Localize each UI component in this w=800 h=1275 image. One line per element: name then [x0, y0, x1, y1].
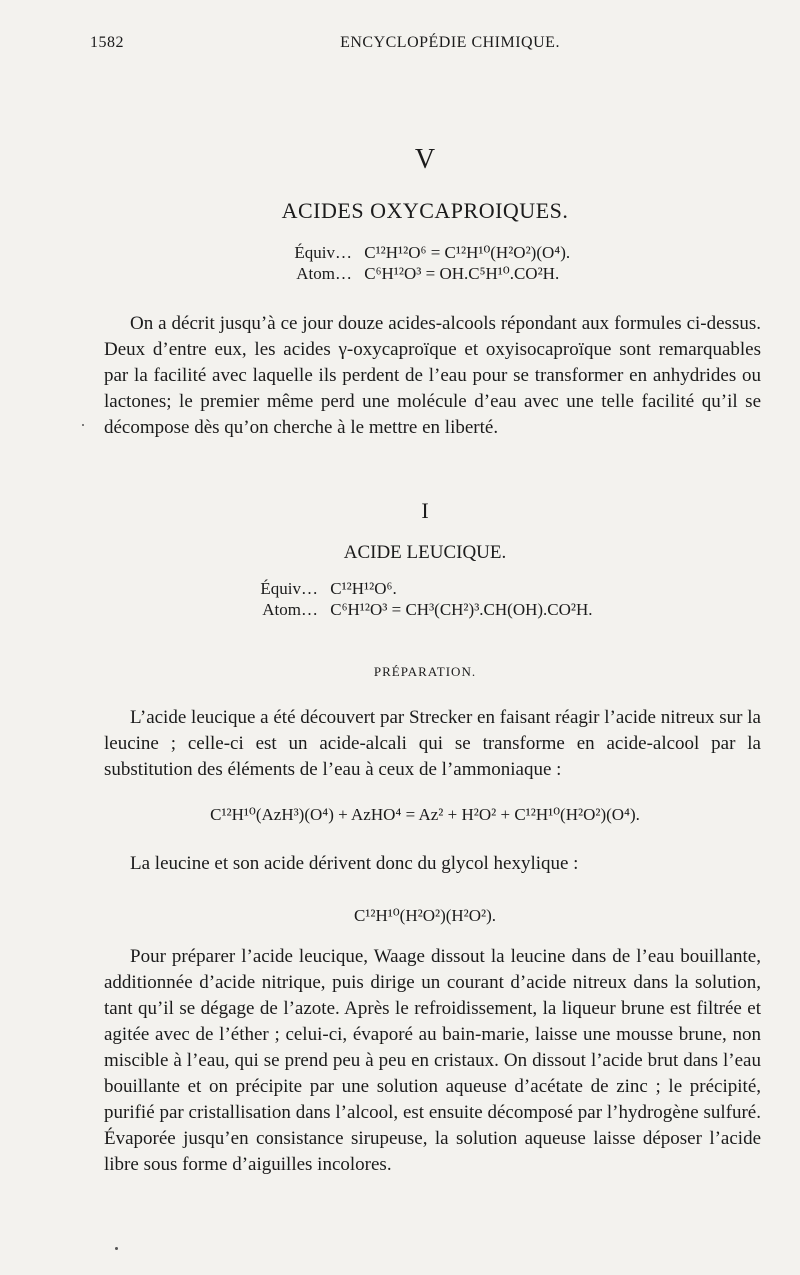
- preparation-heading: PRÉPARATION.: [373, 664, 477, 679]
- formula-text: C¹²H¹²O⁶ = C¹²H¹⁰(H²O²)(O⁴).: [364, 243, 571, 262]
- preparation-paragraph-3-block: [104, 944, 761, 1178]
- subsection-numeral: I: [421, 498, 429, 523]
- subsection-formulas: [240, 578, 593, 620]
- formula-atom: [240, 599, 593, 620]
- section-formulas: [270, 242, 570, 284]
- formula-text: C⁶H¹²O³ = CH³(CH²)³.CH(OH).CO²H.: [330, 600, 593, 619]
- formula-equiv: [270, 242, 570, 263]
- section-numeral: V: [414, 144, 436, 175]
- preparation-paragraph-2-block: [104, 851, 761, 877]
- formula-label: Équiv…: [260, 579, 318, 598]
- subsection-title: ACIDE LEUCIQUE.: [343, 542, 507, 563]
- formula-label: Atom…: [262, 600, 318, 619]
- preparation-paragraph-3: Pour préparer l’acide leucique, Waage dissout la leucine dans de l’eau bouillante, additionnée d’acide nitrique, puis dirige un courant d’acide nitreux dans la solution, tant qu’il se dégage de l’azote. Après le refroidissement, la liqueur brune est filtrée et agitée avec de l’éther ; celui-ci, évaporé au bain-marie, laisse une mousse brune, non miscible à l’eau, qui se prend peu à peu en cristaux. On dissout l’acide brut dans l’eau bouillante et on précipite par une solution aqueuse d’acétate de zinc ; le précipité, purifié par cristallisation dans l’alcool, est ensuite décomposé par l’hydrogène sulfuré. Évaporée jusqu’en consistance sirupeuse, la solution aqueuse laisse déposer l’acide libre sous forme d’aiguilles incolores.: [104, 946, 761, 1175]
- section-title: ACIDES OXYCAPROIQUES.: [281, 198, 569, 223]
- running-header: [90, 34, 770, 58]
- preparation-paragraph-2: La leucine et son acide dérivent donc du glycol hexylique :: [130, 853, 579, 874]
- formula-atom: [270, 263, 570, 284]
- intro-paragraph: On a décrit jusqu’à ce jour douze acides-alcools répondant aux formules ci-dessus. Deux d’entre eux, les acides γ-oxycaproïque et oxyisocaproïque sont remarquables par la facilité avec laquelle ils perdent de l’eau pour se transformer en anhydrides ou lactones; le premier même perd une molécule d’eau avec une telle facilité qu’il se décompose dès qu’on cherche à le mettre en liberté.: [104, 313, 761, 438]
- running-title: ENCYCLOPÉDIE CHIMIQUE.: [340, 34, 560, 51]
- intro-paragraph-block: [104, 311, 761, 441]
- preparation-paragraph-1-block: [104, 705, 761, 783]
- formula-equiv: [240, 578, 593, 599]
- formula-text: C⁶H¹²O³ = OH.C⁵H¹⁰.CO²H.: [364, 264, 560, 283]
- print-speck: [115, 1247, 118, 1250]
- page-number: 1582: [90, 34, 124, 51]
- formula-text: C¹²H¹²O⁶.: [330, 579, 397, 598]
- equation-2: C¹²H¹⁰(H²O²)(H²O²).: [353, 906, 497, 925]
- formula-label: Équiv…: [294, 243, 352, 262]
- print-speck: [82, 424, 84, 426]
- preparation-paragraph-1: L’acide leucique a été découvert par Strecker en faisant réagir l’acide nitreux sur la leucine ; celle-ci est un acide-alcali qui se transforme en acide-alcool par la substitution des éléments de l’eau à ceux de l’ammoniaque :: [104, 707, 761, 780]
- formula-label: Atom…: [296, 264, 352, 283]
- equation-1: C¹²H¹⁰(AzH³)(O⁴) + AzHO⁴ = Az² + H²O² + C¹²H¹⁰(H²O²)(O⁴).: [210, 805, 640, 824]
